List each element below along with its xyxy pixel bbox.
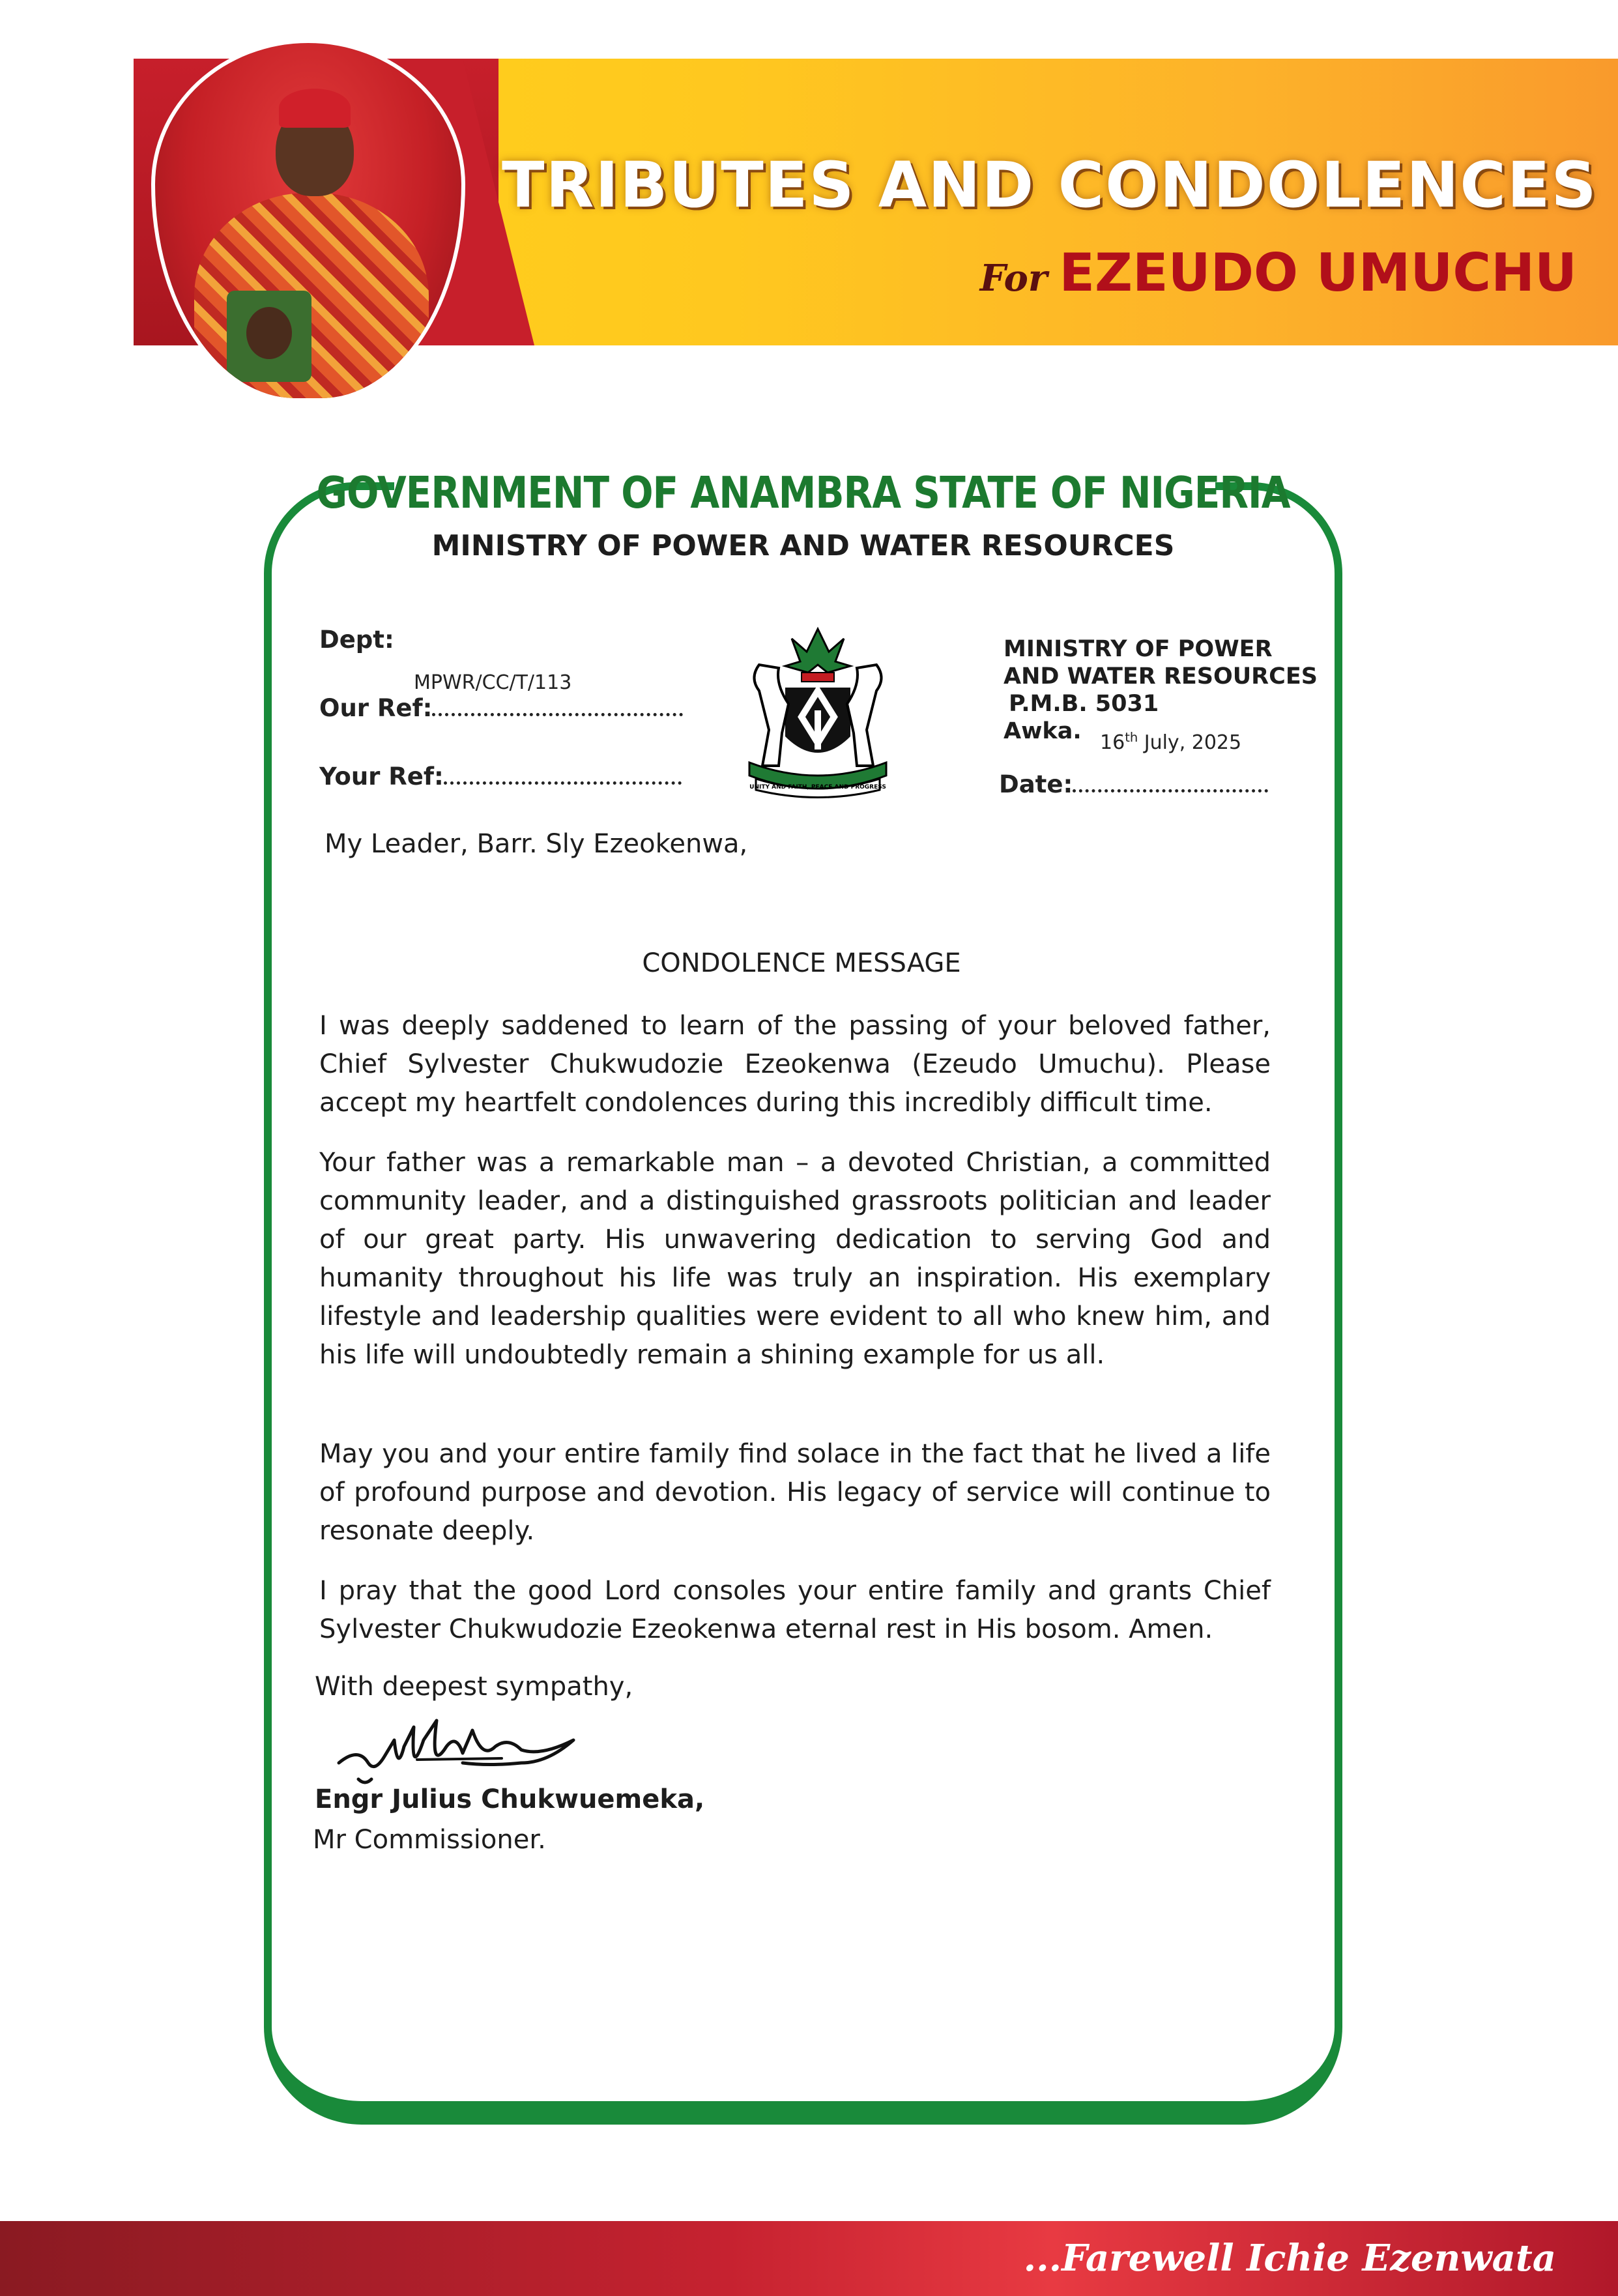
our-ref-field (319, 694, 683, 722)
banner-subtitle (847, 242, 1577, 303)
coat-of-arms-icon (723, 613, 912, 802)
signer-name: Engr Julius Chukwuemeka, (315, 1784, 705, 1814)
our-ref-dotted-line (432, 713, 683, 716)
paragraph-2: Your father was a remarkable man – a devoted Christian, a committed community leader, and a distinguished grassroots politician and leader of our great party. His unwavering dedication to serving God and humanity throughout his life was truly an inspiration. His exemplary lifestyle and leadership qualities were evident to all who knew him, and his life will undoubtedly remain a shining example for us all. (319, 1148, 1271, 1370)
date-label: Date: (999, 770, 1073, 798)
date-field (999, 770, 1268, 798)
ministry-title: MINISTRY OF POWER AND WATER RESOURCES (431, 529, 1175, 562)
date-dotted-line (1073, 789, 1268, 792)
banner-title: TRIBUTES AND CONDOLENCES (502, 149, 1598, 222)
signer-title: Mr Commissioner. (313, 1825, 546, 1855)
coat-of-arms-motto: UNITY AND FAITH, PEACE AND PROGRESS (749, 784, 886, 791)
paragraph-1: I was deeply saddened to learn of the passing of your beloved father, Chief Sylvester Chukwudozie Ezeokenwa (Ezeudo Umuchu). Please accept my heartfelt condolences during this incredibly difficult time. (319, 1011, 1271, 1118)
your-ref-dotted-line (444, 781, 682, 785)
address-line-2: AND WATER RESOURCES (1004, 663, 1318, 690)
address-line-4: Awka. (1004, 718, 1082, 744)
banner-for-label: For (979, 257, 1048, 300)
address-line-1: MINISTRY OF POWER (1004, 636, 1273, 662)
paragraph-4: I pray that the good Lord consoles your entire family and grants Chief Sylvester Chukwudozie Ezeokenwa eternal rest in His bosom. Amen. (319, 1576, 1271, 1644)
your-ref-label: Your Ref: (319, 763, 444, 791)
our-ref-value: MPWR/CC/T/113 (414, 671, 572, 694)
closing: With deepest sympathy, (315, 1672, 633, 1702)
banner-subject: EZEUDO UMUCHU (1059, 242, 1577, 303)
address-line-3: P.M.B. 5031 (1009, 691, 1159, 717)
portrait-photo (151, 39, 465, 402)
salutation: My Leader, Barr. Sly Ezeokenwa, (325, 829, 748, 859)
letter-heading: CONDOLENCE MESSAGE (642, 948, 961, 978)
dept-label: Dept: (319, 626, 394, 654)
footer-farewell: ...Farewell Ichie Ezenwata (1023, 2237, 1556, 2280)
ministry-address (1004, 635, 1329, 745)
date-value: 16th July, 2025 (1100, 730, 1242, 754)
inset-face (246, 307, 292, 359)
your-ref-field (319, 763, 682, 791)
paragraph-3: May you and your entire family find solace in the fact that he lived a life of profound purpose and devotion. His legacy of service will continue to resonate deeply. (319, 1439, 1271, 1546)
our-ref-label: Our Ref: (319, 694, 433, 722)
portrait-inset-photo (227, 291, 311, 382)
government-title: GOVERNMENT OF ANAMBRA STATE OF NIGERIA (316, 467, 1290, 519)
portrait-red-cap (279, 89, 351, 128)
